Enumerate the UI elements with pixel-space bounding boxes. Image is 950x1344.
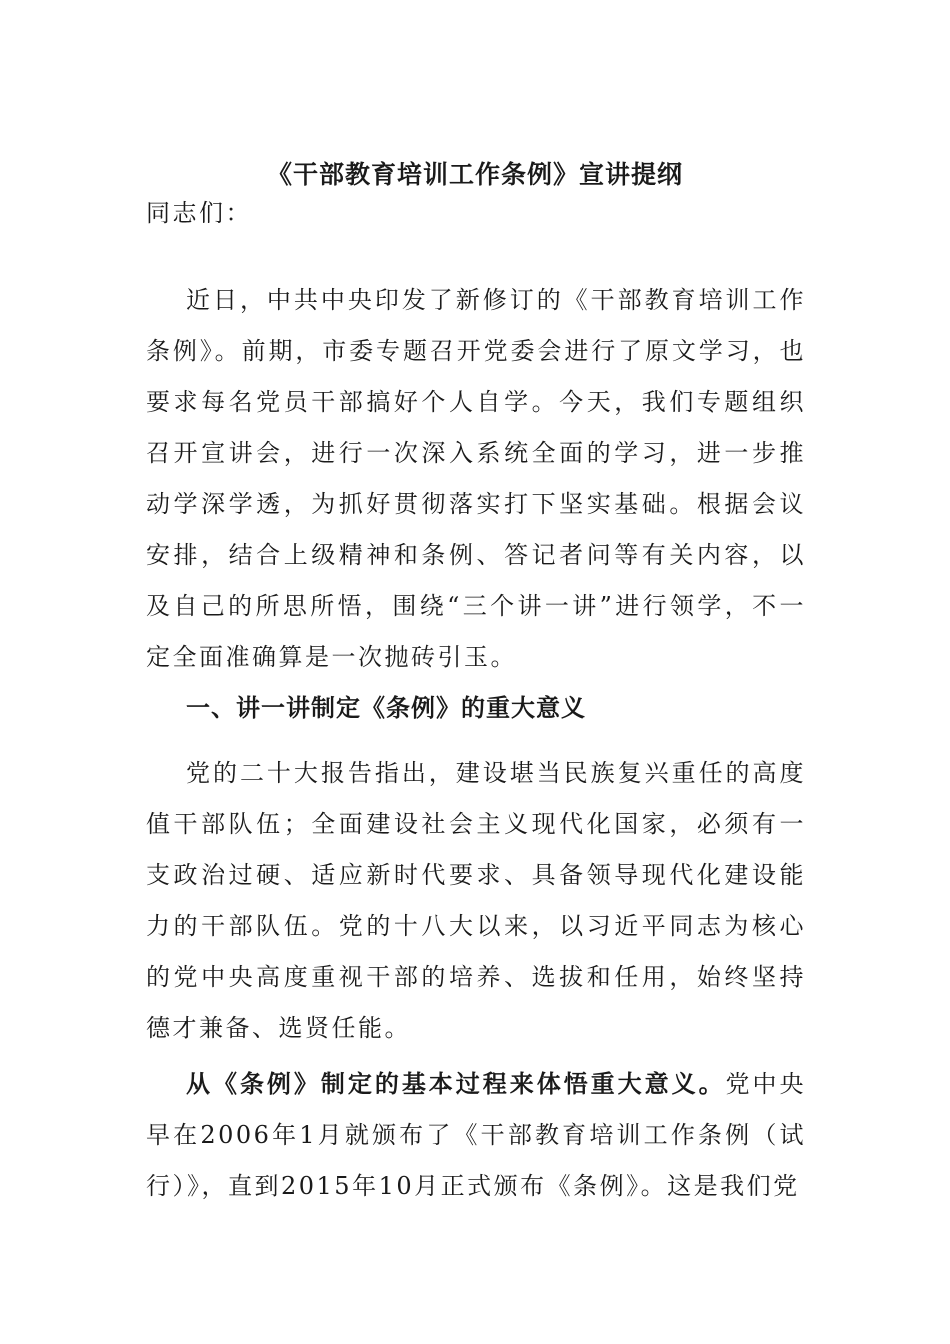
paragraph-body: 党中央早在2006年1月就颁布了《干部教育培训工作条例（试行）》，直到2015年10月正式颁布《条例》。这是我们党 — [146, 1070, 807, 1200]
paragraph-significance: 党的二十大报告指出，建设堪当民族复兴重任的高度值干部队伍；全面建设社会主义现代化国家，必须有一支政治过硬、适应新时代要求、具备领导现代化建设能力的干部队伍。党的十八大以来，以习近平同志为核心的党中央高度重视干部的培养、选拔和任用，始终坚持德才兼备、选贤任能。 — [146, 759, 806, 1042]
paragraph-process — [146, 1058, 806, 1212]
document-title: 《干部教育培训工作条例》宣讲提纲 — [266, 160, 683, 189]
paragraph-lead-sentence: 从《条例》制定的基本过程来体悟重大意义。 — [186, 1069, 726, 1098]
greeting: 同志们： — [146, 199, 252, 227]
section-heading-1: 一、讲一讲制定《条例》的重大意义 — [186, 693, 586, 722]
paragraph-intro: 近日，中共中央印发了新修订的《干部教育培训工作条例》。前期，市委专题召开党委会进行了原文学习，也要求每名党员干部搞好个人自学。今天，我们专题组织召开宣讲会，进行一次深入系统全面的学习，进一步推动学深学透，为抓好贯彻落实打下坚实基础。根据会议安排，结合上级精神和条例、答记者问等有关内容，以及自己的所思所悟，围绕“三个讲一讲”进行领学，不一定全面准确算是一次抛砖引玉。 — [146, 286, 806, 671]
